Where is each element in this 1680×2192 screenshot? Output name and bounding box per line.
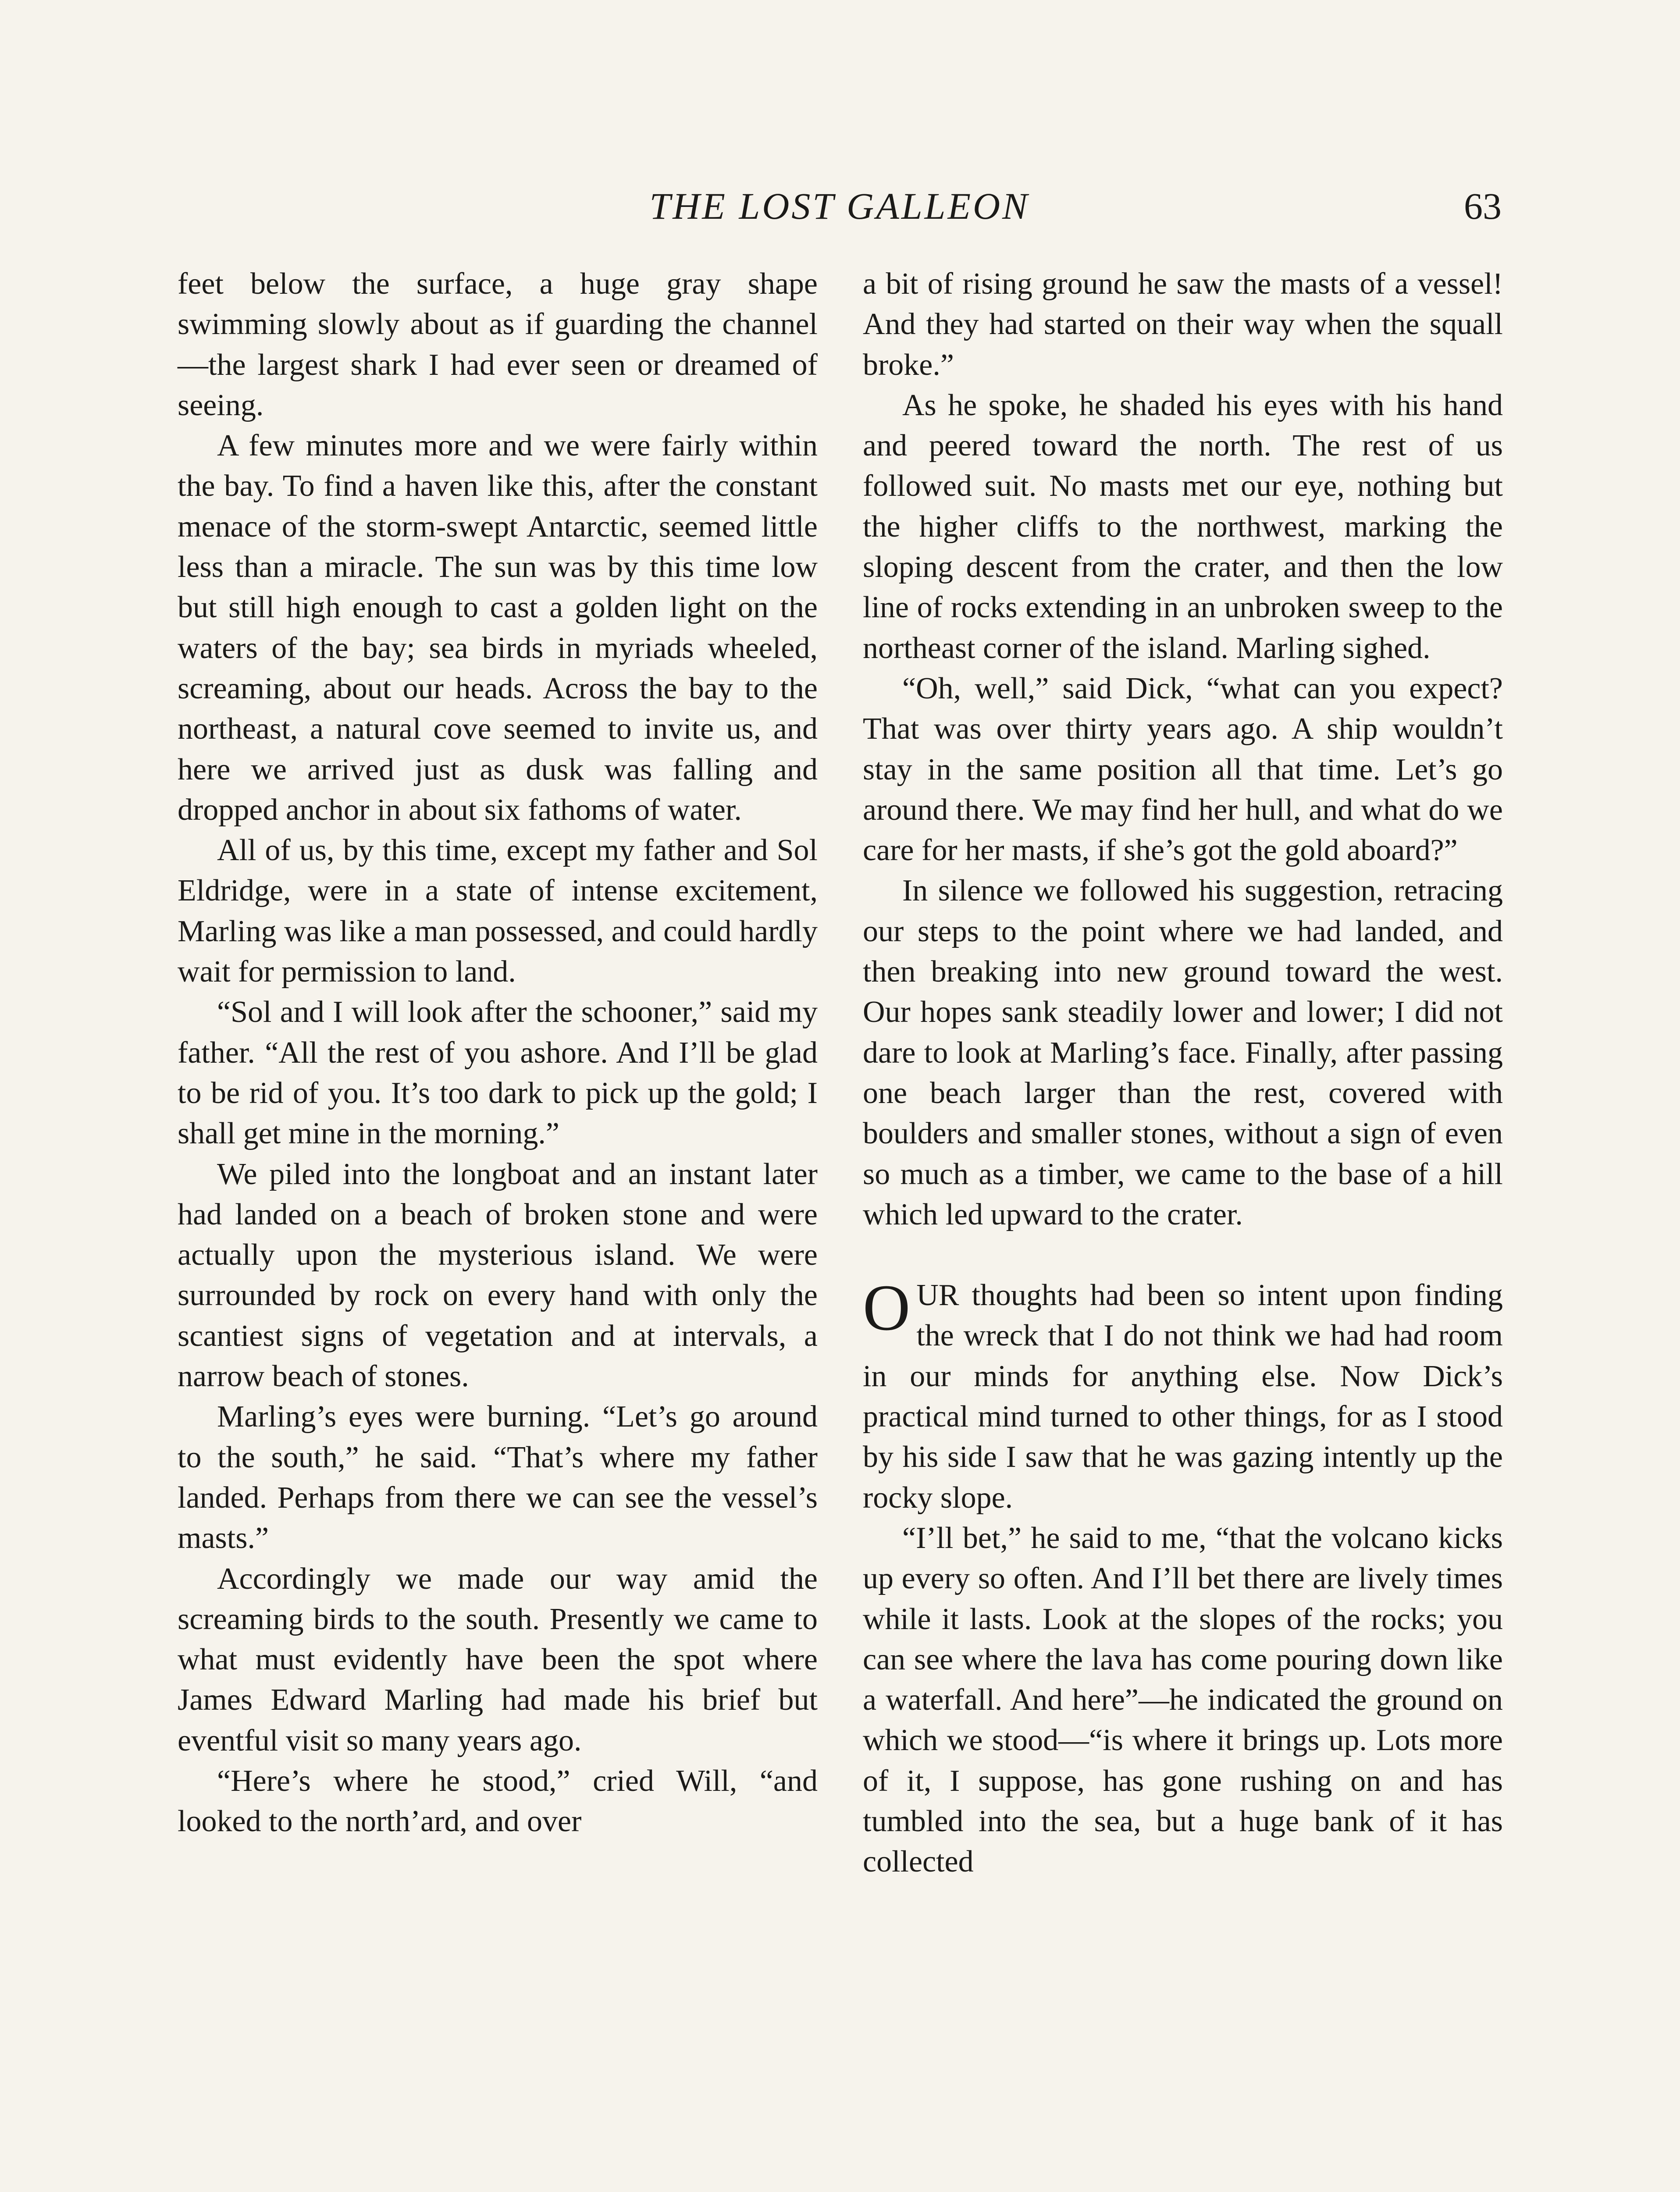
paragraph: “I’ll bet,” he said to me, “that the volcano kicks up every so often. And I’ll bet there are lively times while it lasts. Look at the slopes of the rocks; you can see where the lava has come pouring down like a waterfall. And here”—he indicated the ground on which we stood—“is where it brings up. Lots more of it, I suppose, has gone rushing on and has tumbled into the sea, but a huge bank of it has collected [863, 1521, 1503, 1879]
paragraph: “Sol and I will look after the schooner,” said my father. “All the rest of you ashore. And I’ll be glad to be rid of you. It’s too dark to pick up the gold; I shall get mine in the morning.” [178, 995, 818, 1151]
right-column [863, 264, 1503, 1882]
paragraph: All of us, by this time, except my father and Sol Eldridge, were in a state of intense excitement, Marling was like a man possessed, and could hardly wait for permission to land. [178, 833, 818, 989]
paragraph: A few minutes more and we were fairly within the bay. To find a haven like this, after the constant menace of the storm-swept Antarctic, seemed little less than a miracle. The sun was by this time low but still high enough to cast a golden light on the waters of the bay; sea birds in myriads wheeled, screaming, about our heads. Across the bay to the northeast, a natural cove seemed to invite us, and here we arrived just as dusk was falling and dropped anchor in about six fathoms of water. [178, 429, 818, 827]
paragraph: We piled into the longboat and an instant later had landed on a beach of broken stone and were actually upon the mysterious island. We were surrounded by rock on every hand with only the scantiest signs of vegetation and at intervals, a narrow beach of stones. [178, 1157, 818, 1394]
paragraph: a bit of rising ground he saw the masts of a vessel! And they had started on their way when the squall broke.” [863, 267, 1503, 382]
section-opening-text: UR thoughts had been so intent upon finding the wreck that I do not think we had had room in our minds for anything else. Now Dick’s practical mind turned to other things, for as I stood by his side I saw that he was gazing intently up the rocky slope. [863, 1278, 1503, 1515]
running-title: THE LOST GALLEON [649, 185, 1030, 227]
page-number: 63 [1464, 185, 1502, 227]
paragraph: As he spoke, he shaded his eyes with his hand and peered toward the north. The rest of us followed suit. No masts met our eye, nothing but the higher cliffs to the northwest, marking the sloping descent from the crater, and then the low line of rocks extending in an unbroken sweep to the northeast corner of the island. Marling sighed. [863, 388, 1503, 665]
paragraph: “Here’s where he stood,” cried Will, “and looked to the north’ard, and over [178, 1764, 818, 1839]
section-opening-paragraph [863, 1271, 1503, 1518]
page-header [178, 184, 1502, 237]
paragraph: feet below the surface, a huge gray shape swimming slowly about as if guarding the channel—the largest shark I had ever seen or dreamed of seeing. [178, 267, 818, 422]
left-column [178, 264, 818, 1842]
paragraph: “Oh, well,” said Dick, “what can you expect? That was over thirty years ago. A ship wouldn’t stay in the same position all that time. Let’s go around there. We may find her hull, and what do we care for her masts, if she’s got the gold aboard?” [863, 671, 1503, 868]
paragraph: In silence we followed his suggestion, retracing our steps to the point where we had landed, and then breaking into new ground toward the west. Our hopes sank steadily lower and lower; I did not dare to look at Marling’s face. Finally, after passing one beach larger than the rest, covered with boulders and smaller stones, without a sign of even so much as a timber, we came to the base of a hill which led upward to the crater. [863, 874, 1503, 1231]
paragraph: Marling’s eyes were burning. “Let’s go around to the south,” he said. “That’s where my father landed. Perhaps from there we can see the vessel’s masts.” [178, 1400, 818, 1555]
paragraph: Accordingly we made our way amid the screaming birds to the south. Presently we came to what must evidently have been the spot where James Edward Marling had made his brief but eventful visit so many years ago. [178, 1562, 818, 1758]
drop-cap: O [863, 1271, 911, 1345]
